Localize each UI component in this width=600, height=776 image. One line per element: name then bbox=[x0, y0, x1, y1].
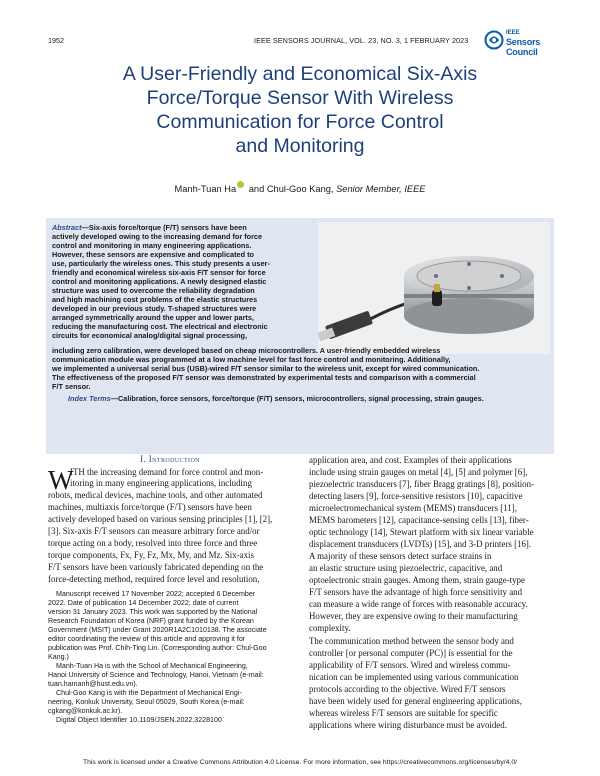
footnote-line: tuan.hamanh@hust.edu.vn). bbox=[48, 680, 138, 688]
author-membership: Senior Member, IEEE bbox=[336, 184, 426, 194]
doi-line[interactable]: Digital Object Identifier 10.1109/JSEN.2022.3228100 bbox=[56, 716, 222, 724]
body-line: complexity. bbox=[309, 623, 351, 633]
title-line: A User-Friendly and Economical Six-Axis bbox=[122, 63, 478, 85]
body-line: machines, multiaxis force/torque (F/T) sensors have been bbox=[48, 502, 252, 512]
abstract-line: The effectiveness of the proposed F/T sensor was demonstrated by experimental tests and comparison with a commercial bbox=[52, 373, 476, 382]
abstract-line: Abstract—Six-axis force/torque (F/T) sensors have been bbox=[52, 223, 247, 232]
orcid-icon[interactable] bbox=[237, 181, 244, 188]
body-line: detecting lasers [9], force-sensitive resistors [10], capacitive bbox=[309, 491, 523, 501]
drop-cap: W bbox=[48, 465, 74, 495]
body-line: [3]. Six-axis F/T sensors can measure arbitrary force and/or bbox=[48, 526, 260, 536]
author-second: and Chul-Goo Kang, bbox=[248, 184, 334, 194]
abstract-line: circuits for economical analog/digital signal processing, bbox=[52, 331, 248, 340]
title-line: and Monitoring bbox=[235, 135, 365, 157]
body-line: F/T sensors have been variously fabricated depending on the bbox=[48, 562, 264, 572]
title-line: Communication for Force Control bbox=[156, 111, 444, 133]
footnote-line: Manuscript received 17 November 2022; accepted 6 December bbox=[56, 590, 256, 598]
logo-council-text: Sensors Council bbox=[506, 37, 541, 57]
journal-header: IEEE SENSORS JOURNAL, VOL. 23, NO. 3, 1 FEBRUARY 2023 bbox=[254, 36, 469, 45]
body-line: torque acting on a body, resolved into three force and three bbox=[48, 538, 258, 548]
author-line bbox=[40, 181, 560, 194]
body-line: torque components, Fx, Fy, Fz, Mx, My, and Mz. Six-axis bbox=[48, 550, 254, 560]
license-footer[interactable]: This work is licensed under a Creative Commons Attribution 4.0 License. For more information, see https://creativecommons.org/licenses/by/4.0/ bbox=[82, 759, 518, 766]
abstract-line: actively developed owing to the increasing demand for force bbox=[52, 232, 263, 241]
abstract-line: including zero calibration, were developed based on cheap microcontrollers. A user-friendly embedded wireless bbox=[52, 346, 441, 355]
body-line: an elastic structure using piezoelectric, capacitive, and bbox=[309, 563, 503, 573]
footnote-line: Hanoi University of Science and Technology, Hanoi, Vietnam (e-mail: bbox=[48, 671, 264, 679]
body-line: piezoelectric transducers [7], fiber Bragg gratings [8], position- bbox=[309, 479, 534, 489]
abstract-line: and high machining cost problems of the elastic structures bbox=[52, 295, 258, 304]
body-line: applicability of F/T sensors. Wired and wireless commu- bbox=[309, 660, 511, 670]
footnote-line: Chul-Goo Kang is with the Department of Mechanical Engi- bbox=[56, 689, 242, 697]
sensor-photo bbox=[318, 222, 550, 354]
abstract-line: control and monitoring applications. A newly designed elastic bbox=[52, 277, 267, 286]
body-line: optic technology [14], Stewart platform with six linear variable bbox=[309, 527, 534, 537]
body-line: The communication method between the sensor body and bbox=[309, 636, 514, 646]
abstract-line: structure was used to overcome the reliability degradation bbox=[52, 286, 255, 295]
body-line: However, they are expensive owing to their manufacturing bbox=[309, 611, 518, 621]
footnote-line: cgkang@konkuk.ac.kr). bbox=[48, 707, 123, 715]
abstract-label: Abstract bbox=[52, 223, 82, 232]
section-heading: I. Introduction bbox=[140, 454, 200, 464]
body-line: application area, and cost. Examples of their applications bbox=[309, 455, 512, 465]
ieee-sensors-council-logo bbox=[484, 28, 564, 57]
author-first: Manh-Tuan Ha bbox=[174, 184, 237, 194]
body-line: can measure a wide range of forces with reasonable accuracy. bbox=[309, 599, 528, 609]
abstract-line: we implemented a universal serial bus (USB)-wired F/T sensor similar to the wireless unit, except for wired communication. bbox=[52, 364, 480, 373]
footnote-line: Research Foundation of Korea (NRF) grant funded by the Korean bbox=[48, 617, 254, 625]
body-line: controller [or personal computer (PC)] is essential for the bbox=[309, 648, 513, 658]
footnote-line: version 31 January 2023. This work was supported by the National bbox=[48, 608, 258, 616]
body-line: MEMS barometers [12], capacitance-sensing cells [13], fiber- bbox=[309, 515, 529, 525]
title-line: Force/Torque Sensor With Wireless bbox=[146, 87, 454, 109]
footnote-line: neering, Konkuk University, Seoul 05029, South Korea (e-mail: bbox=[48, 698, 245, 706]
footnote-line: Manh-Tuan Ha is with the School of Mechanical Engineering, bbox=[56, 662, 248, 670]
footnote-line: editor coordinating the review of this article and approving it for bbox=[48, 635, 246, 643]
footnote-line: Government (MSIT) under Grant 2020R1A2C1010138. The associate bbox=[48, 626, 267, 634]
body-line: ITH the increasing demand for force control and mon- bbox=[70, 467, 264, 477]
footnote-line: Kang.) bbox=[48, 653, 69, 661]
body-line: microelectromechanical system (MEMS) transducers [11], bbox=[309, 503, 517, 513]
body-line: protocols according to the objective. Wired F/T sensors bbox=[309, 684, 506, 694]
body-line: force-detecting method, required force level and resolution, bbox=[48, 574, 260, 584]
footnote-line: publication was Prof. Chih-Ting Lin. (Corresponding author: Chul-Goo bbox=[48, 644, 267, 652]
abstract-line: developed in our previous study. T-shaped structures were bbox=[52, 304, 257, 313]
body-line: have been widely used for general engineering applications, bbox=[309, 696, 522, 706]
abstract-line: reducing the manufacturing cost. The electrical and electronic bbox=[52, 322, 268, 331]
body-line: optoelectronic strain gauges. Among them, strain gauge-type bbox=[309, 575, 525, 585]
body-line: itoring in many engineering applications, including bbox=[70, 478, 252, 488]
footnote-line: 2022. Date of publication 14 December 2022; date of current bbox=[48, 599, 239, 607]
paper-title bbox=[40, 62, 560, 158]
abstract-line: communication module was programmed at a low machine level for fast force control and monitoring. Additionally, bbox=[52, 355, 451, 364]
abstract-line: arranged symmetrically around the upper and lower parts, bbox=[52, 313, 254, 322]
sensors-council-emblem-icon bbox=[484, 30, 504, 50]
index-terms: Index Terms—Calibration, force sensors, force/torque (F/T) sensors, microcontrollers, signal processing, strain gauges. bbox=[68, 394, 484, 403]
abstract-line: However, these sensors are expensive and complicated to bbox=[52, 250, 254, 259]
body-line: robots, medical devices, machine tools, and other automated bbox=[48, 490, 263, 500]
index-terms-label: Index Terms bbox=[68, 394, 111, 403]
body-line: include using strain gauges on metal [4], [5] and polymer [6], bbox=[309, 467, 528, 477]
body-line: nication can be implemented using various communication bbox=[309, 672, 519, 682]
abstract-line: friendly and economical wireless six-axis F/T sensor for force bbox=[52, 268, 266, 277]
abstract-line: control and monitoring in many engineering applications. bbox=[52, 241, 252, 250]
abstract-line: use, particularly the wireless ones. This study presents a user- bbox=[52, 259, 270, 268]
page-number: 1952 bbox=[48, 36, 64, 45]
body-line: actively developed based on various sensing principles [1], [2], bbox=[48, 514, 273, 524]
body-line: displacement transducers (LVDTs) [15], and 3-D printers [16]. bbox=[309, 539, 532, 549]
abstract-line: F/T sensor. bbox=[52, 382, 91, 391]
body-line: whereas wireless F/T sensors are suitable for specific bbox=[309, 708, 498, 718]
body-line: A majority of these sensors detect surface strains in bbox=[309, 551, 492, 561]
body-line: applications where wiring disturbance must be avoided. bbox=[309, 720, 507, 730]
body-line: F/T sensors have the advantage of high force sensitivity and bbox=[309, 587, 523, 597]
logo-ieee-text: IEEE bbox=[506, 30, 520, 36]
